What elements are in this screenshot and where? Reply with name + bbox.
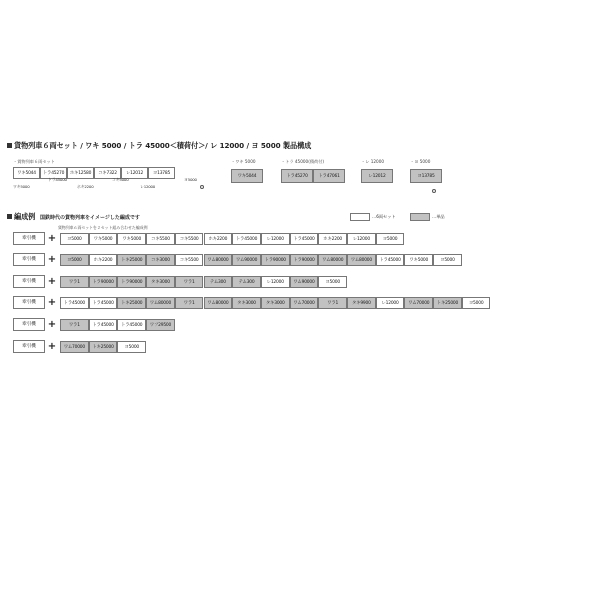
section2-subtitle: 国鉄時代の貨物列車をイメージした編成です xyxy=(40,215,140,221)
formation-car: テム300 xyxy=(204,276,233,288)
single-label: ・レ 12000 xyxy=(361,159,385,164)
plus-icon: + xyxy=(47,233,57,244)
loco-box: 牽引機 xyxy=(13,253,45,266)
single-car: トラ45270 xyxy=(281,169,313,183)
single-label: ・ワキ 5000 xyxy=(231,159,256,164)
plus-icon: + xyxy=(47,341,57,352)
formation-car: ワム70000 xyxy=(404,297,433,309)
set6-car: レ12012 xyxy=(121,167,148,179)
formation-car: ワム80000 xyxy=(318,254,347,266)
single-label: ・ヨ 5000 xyxy=(410,159,431,164)
formation-car: ホキ2200 xyxy=(89,254,118,266)
legend-set-swatch xyxy=(350,213,370,221)
single-car: トラ47061 xyxy=(313,169,345,183)
connector-arrow-icon xyxy=(432,189,436,193)
formation-car: ワム80000 xyxy=(146,297,175,309)
section2-heading: 編成例 xyxy=(7,212,35,222)
formation-car: コキ5500 xyxy=(175,233,204,245)
legend-set-label: …6両セット xyxy=(372,214,396,219)
formation-car: テム300 xyxy=(232,276,261,288)
formation-car: ホキ2200 xyxy=(318,233,347,245)
formation-car: ヨ5000 xyxy=(318,276,347,288)
formation-car: ワラ1 xyxy=(318,297,347,309)
formation-car: タキ9900 xyxy=(347,297,376,309)
formation-car: ヨ5000 xyxy=(462,297,491,309)
formation-car: レ12000 xyxy=(261,233,290,245)
formation-car: ヨ5000 xyxy=(376,233,405,245)
set6-type-label: ヨ5000 xyxy=(184,177,197,182)
formation-car: トラ90000 xyxy=(290,254,319,266)
formation-car: トラ45000 xyxy=(376,254,405,266)
formation-car: コキ5500 xyxy=(146,233,175,245)
formation-car: ワキ5000 xyxy=(117,233,146,245)
formation-car: ワム90000 xyxy=(232,254,261,266)
plus-icon: + xyxy=(47,297,57,308)
section1-heading: 貨物列車６両セット / ワキ 5000 / トラ 45000＜積荷付＞/ レ 12000 / ヨ 5000 製品構成 xyxy=(7,141,311,151)
formation-car: トキ25000 xyxy=(117,297,146,309)
formation-car: トラ90000 xyxy=(117,276,146,288)
formation-car: ワキ5000 xyxy=(404,254,433,266)
set6-car: トラ45270 xyxy=(40,167,67,179)
set6-type-label: レ12000 xyxy=(140,184,156,189)
formation-car: ヨ5000 xyxy=(117,341,146,353)
set6-type-label: コキ5000 xyxy=(112,177,129,182)
formation-car: トラ45000 xyxy=(290,233,319,245)
formation-car: トキ25000 xyxy=(433,297,462,309)
set6-type-label: トラ45000 xyxy=(48,177,67,182)
legend-single-swatch xyxy=(410,213,430,221)
loco-box: 牽引機 xyxy=(13,275,45,288)
formation-car: ヨ5000 xyxy=(60,254,89,266)
connector-arrow-icon xyxy=(200,185,204,189)
set6-type-label: ワキ5000 xyxy=(13,184,30,189)
plus-icon: + xyxy=(47,254,57,265)
single-label: ・トラ 45000(積荷付) xyxy=(281,159,325,164)
plus-icon: + xyxy=(47,276,57,287)
set6-car: ヨ13785 xyxy=(148,167,175,179)
formation-car: ワキ5000 xyxy=(89,233,118,245)
formation-car: ワム70000 xyxy=(290,297,319,309)
single-car: ワキ5044 xyxy=(231,169,263,183)
set6-car: ホキ12580 xyxy=(67,167,94,179)
formation-car: レ12000 xyxy=(376,297,405,309)
formation-car: ワム80000 xyxy=(204,254,233,266)
formation-car: トラ45000 xyxy=(117,319,146,331)
loco-box: 牽引機 xyxy=(13,232,45,245)
formation-car: トキ25000 xyxy=(117,254,146,266)
heading-square-icon xyxy=(7,143,12,148)
legend-single-label: …単品 xyxy=(432,214,445,219)
formation-car: トキ25000 xyxy=(89,341,118,353)
formation-car: ワム80000 xyxy=(347,254,376,266)
formation-car: ヨ5000 xyxy=(433,254,462,266)
formation-car: ホキ2200 xyxy=(204,233,233,245)
formation-car: ワラ1 xyxy=(60,276,89,288)
set6-car: コキ7322 xyxy=(94,167,121,179)
formation-car: トラ45000 xyxy=(60,297,89,309)
formation-car: トラ90000 xyxy=(89,276,118,288)
formation-car: タキ3000 xyxy=(232,297,261,309)
section2-note: 貨物列車６両セットを２セット組み合わせた編成例 xyxy=(58,225,148,230)
formation-car: ワラ1 xyxy=(175,297,204,309)
heading-square-icon xyxy=(7,214,12,219)
formation-car: トラ45000 xyxy=(89,297,118,309)
set6-car: ワキ5044 xyxy=(13,167,40,179)
loco-box: 牽引機 xyxy=(13,318,45,331)
formation-car: トラ45000 xyxy=(89,319,118,331)
formation-car: レ12000 xyxy=(347,233,376,245)
formation-car: レ12000 xyxy=(261,276,290,288)
formation-car: コキ3000 xyxy=(146,254,175,266)
set6-type-label: ホキ2200 xyxy=(77,184,94,189)
plus-icon: + xyxy=(47,319,57,330)
formation-car: ヨ5000 xyxy=(60,233,89,245)
formation-car: タキ3000 xyxy=(146,276,175,288)
formation-car: ワム70000 xyxy=(60,341,89,353)
formation-car: トラ90000 xyxy=(261,254,290,266)
formation-car: タキ3000 xyxy=(261,297,290,309)
loco-box: 牽引機 xyxy=(13,340,45,353)
formation-car: ワラ1 xyxy=(60,319,89,331)
loco-box: 牽引機 xyxy=(13,296,45,309)
single-car: ヨ13785 xyxy=(410,169,442,183)
single-car: レ12012 xyxy=(361,169,393,183)
formation-car: ワラ1 xyxy=(175,276,204,288)
formation-car: コキ5500 xyxy=(175,254,204,266)
set6-label: ・貨物列車６両セット xyxy=(13,159,55,164)
formation-car: ワム80000 xyxy=(204,297,233,309)
formation-car: トラ45000 xyxy=(232,233,261,245)
formation-car: ワフ29500 xyxy=(146,319,175,331)
formation-car: ワム90000 xyxy=(290,276,319,288)
